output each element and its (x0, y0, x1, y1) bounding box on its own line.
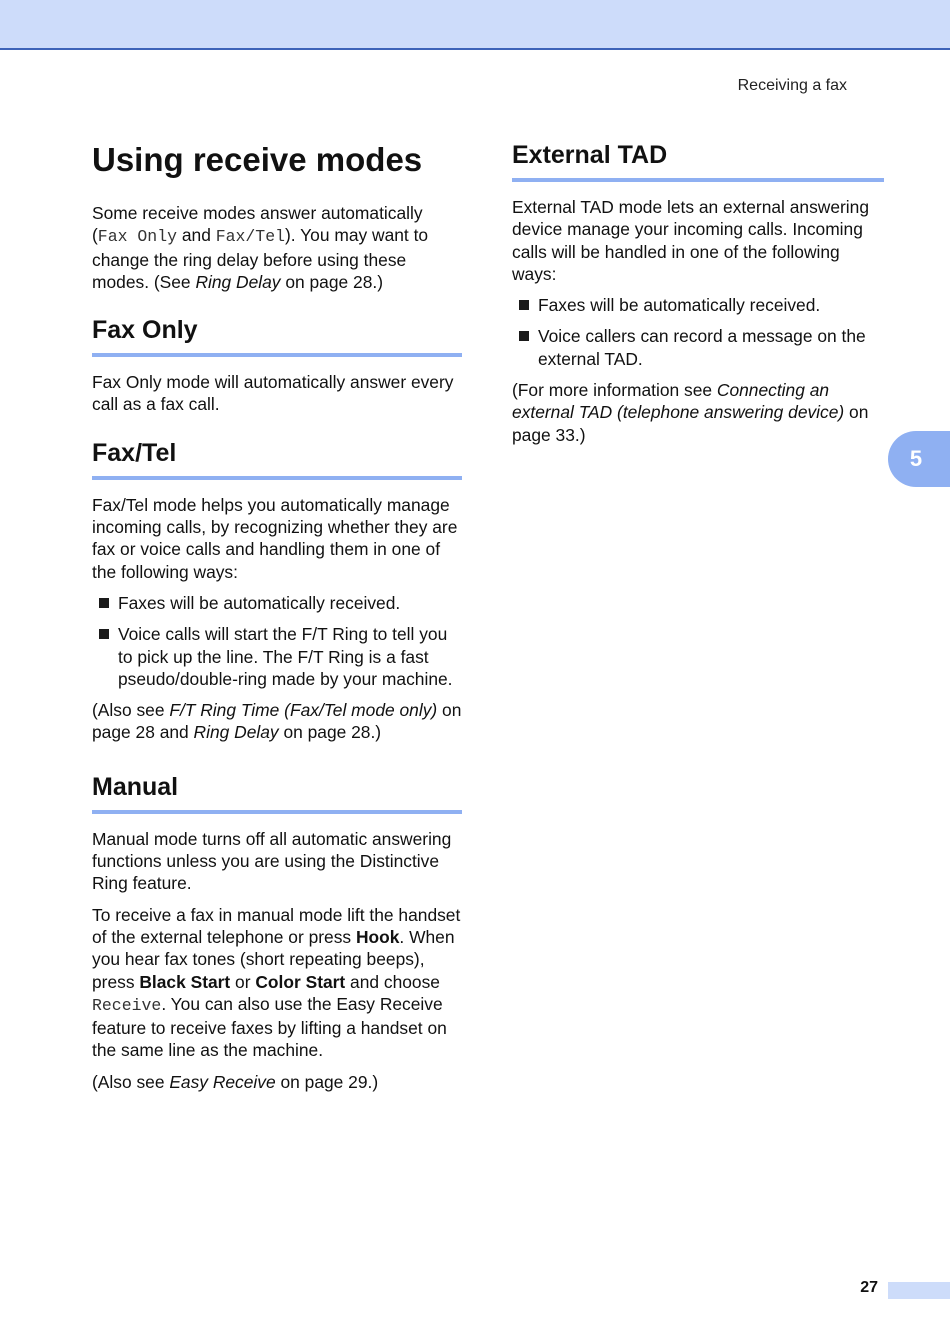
fax-tel-heading: Fax/Tel (92, 438, 462, 480)
external-tad-more-info: (For more information see Connecting an external TAD (telephone answering device) on page 33.) (512, 380, 869, 445)
section-fax-only (92, 315, 462, 416)
header-band (0, 0, 950, 50)
manual-body-2: To receive a fax in manual mode lift the handset of the external telephone or press Hook. When you hear fax tones (short repeating beeps), press Black Start or Color Start and choose Receive. You can also use the Easy Receive feature to receive faxes by lifting a handset on the same line as the machine. (92, 904, 461, 1061)
fax-only-code: Fax Only (97, 227, 178, 247)
hook-key: Hook (355, 926, 400, 947)
list-item: Faxes will be automatically received. (92, 592, 462, 614)
fax-only-heading: Fax Only (92, 315, 462, 357)
fax-tel-also-see: (Also see F/T Ring Time (Fax/Tel mode only) on page 28 and Ring Delay on page 28.) (92, 700, 462, 743)
manual-heading: Manual (92, 772, 462, 814)
external-tad-heading: External TAD (512, 140, 884, 182)
receive-code: Receive (92, 995, 162, 1015)
easy-receive-ref: Easy Receive (169, 1071, 276, 1092)
intro-paragraph: Some receive modes answer automatically (Fax Only and Fax/Tel). You may want to change the ring delay before using these modes. (See Ring Delay on page 28.) (92, 203, 429, 292)
external-tad-bullet-list (512, 294, 884, 370)
ft-ring-time-ref: F/T Ring Time (Fax/Tel mode only) (169, 700, 438, 721)
list-item: Voice calls will start the F/T Ring to tell you to pick up the line. The F/T Ring is a fast pseudo/double-ring made by your machine. (92, 623, 462, 690)
page-number: 27 (860, 1279, 878, 1296)
section-external-tad (512, 140, 884, 446)
right-column (512, 140, 884, 455)
square-bullet-icon (99, 598, 109, 608)
fax-tel-bullet-list (92, 592, 462, 690)
list-item: Voice callers can record a message on the external TAD. (512, 325, 884, 370)
list-item: Faxes will be automatically received. (512, 294, 884, 316)
chapter-tab: 5 (888, 431, 950, 487)
square-bullet-icon (519, 331, 529, 341)
square-bullet-icon (519, 300, 529, 310)
fax-only-body: Fax Only mode will automatically answer every call as a fax call. (92, 372, 454, 415)
footer-band (888, 1282, 950, 1299)
external-tad-body: External TAD mode lets an external answering device manage your incoming calls. Incoming calls will be handled in one of the following ways: (512, 197, 870, 284)
color-start-key: Color Start (255, 971, 346, 992)
fax-tel-code: Fax/Tel (215, 227, 286, 247)
manual-body-1: Manual mode turns off all automatic answering functions unless you are using the Distinctive Ring feature. (92, 828, 452, 894)
connecting-tad-ref: Connecting an external TAD (telephone answering device) (512, 380, 845, 423)
running-header: Receiving a fax (737, 77, 847, 94)
fax-tel-body: Fax/Tel mode helps you automatically manage incoming calls, by recognizing whether they are fax or voice calls and handling them in one of the following ways: (92, 494, 458, 582)
left-column (92, 140, 462, 1102)
square-bullet-icon (99, 629, 109, 639)
page-title: Using receive modes (92, 141, 423, 178)
section-manual (92, 772, 462, 1093)
section-fax-tel (92, 438, 462, 744)
ring-delay-ref: Ring Delay (195, 271, 281, 292)
black-start-key: Black Start (139, 971, 231, 992)
ring-delay-ref: Ring Delay (193, 722, 279, 743)
manual-also-see: (Also see Easy Receive on page 29.) (92, 1071, 379, 1092)
